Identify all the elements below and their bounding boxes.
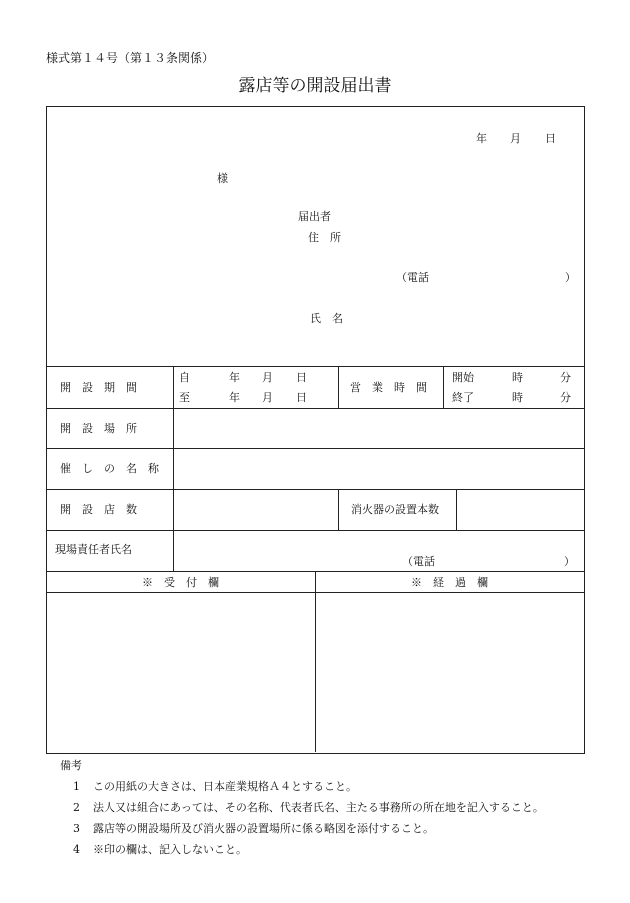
event-name-label: 催 し の 名 称 xyxy=(60,462,159,475)
period-to-month: 月 xyxy=(262,391,273,404)
period-to-day: 日 xyxy=(296,391,307,404)
label-column-divider xyxy=(173,366,174,571)
hours-end-hour: 時 xyxy=(512,391,523,404)
office-column-divider xyxy=(315,571,316,752)
form-title: 露店等の開設届出書 xyxy=(238,76,392,96)
period-from-day: 日 xyxy=(296,371,307,384)
period-from-year: 年 xyxy=(229,371,240,384)
hours-start-hour: 時 xyxy=(512,371,523,384)
addressee-suffix: 様 xyxy=(217,172,228,185)
hours-start-minute: 分 xyxy=(560,371,571,384)
period-from: 自 xyxy=(179,371,190,384)
period-from-month: 月 xyxy=(262,371,273,384)
period-to-year: 年 xyxy=(229,391,240,404)
note-text: 法人又は組合にあっては、その名称、代表者氏名、主たる事務所の所在地を記入すること。 xyxy=(93,801,544,814)
store-count-label: 開 設 店 数 xyxy=(60,503,137,516)
header-month: 月 xyxy=(510,132,521,145)
phone-open: （電話 xyxy=(396,271,429,284)
manager-label: 現場責任者氏名 xyxy=(55,543,132,556)
applicant-label: 届出者 xyxy=(298,210,331,223)
notes-heading: 備考 xyxy=(60,759,82,772)
reception-label: ※ 受 付 欄 xyxy=(142,576,219,589)
divider-header xyxy=(46,366,584,367)
hours-label: 営 業 時 間 xyxy=(350,381,427,394)
hours-start: 開始 xyxy=(452,371,474,384)
location-label: 開 設 場 所 xyxy=(60,422,137,435)
form-number: 様式第１４号（第１３条関係） xyxy=(46,51,215,65)
header-year: 年 xyxy=(476,132,487,145)
period-to: 至 xyxy=(179,391,190,404)
store-count-divider xyxy=(338,489,339,530)
note-text: ※印の欄は、記入しないこと。 xyxy=(93,843,247,856)
phone-close: ） xyxy=(565,271,576,284)
manager-phone-open: （電話 xyxy=(402,555,435,568)
progress-label: ※ 経 過 欄 xyxy=(411,576,488,589)
note-text: この用紙の大きさは、日本産業規格Ａ４とすること。 xyxy=(93,780,357,793)
address-label: 住 所 xyxy=(308,231,341,244)
header-day: 日 xyxy=(545,132,556,145)
name-label: 氏 名 xyxy=(310,312,343,325)
note-text: 露店等の開設場所及び消火器の設置場所に係る略図を添付すること。 xyxy=(93,822,434,835)
hours-end-minute: 分 xyxy=(560,391,571,404)
divider-row-2 xyxy=(46,448,584,449)
note-number: 2 xyxy=(73,801,80,814)
divider-row-1 xyxy=(46,408,584,409)
extinguisher-divider xyxy=(456,489,457,530)
note-number: 1 xyxy=(73,780,80,793)
note-number: 3 xyxy=(73,822,80,835)
divider-row-3 xyxy=(46,489,584,490)
divider-row-4 xyxy=(46,530,584,531)
extinguisher-label: 消火器の設置本数 xyxy=(351,503,439,516)
location-field[interactable] xyxy=(176,410,580,446)
period-label: 開 設 期 間 xyxy=(60,381,137,394)
manager-phone-close: ） xyxy=(564,555,575,568)
hours-label-divider xyxy=(443,366,444,408)
period-hours-divider xyxy=(338,366,339,408)
event-name-field[interactable] xyxy=(176,450,580,486)
hours-end: 終了 xyxy=(452,391,474,404)
note-number: 4 xyxy=(73,843,80,856)
